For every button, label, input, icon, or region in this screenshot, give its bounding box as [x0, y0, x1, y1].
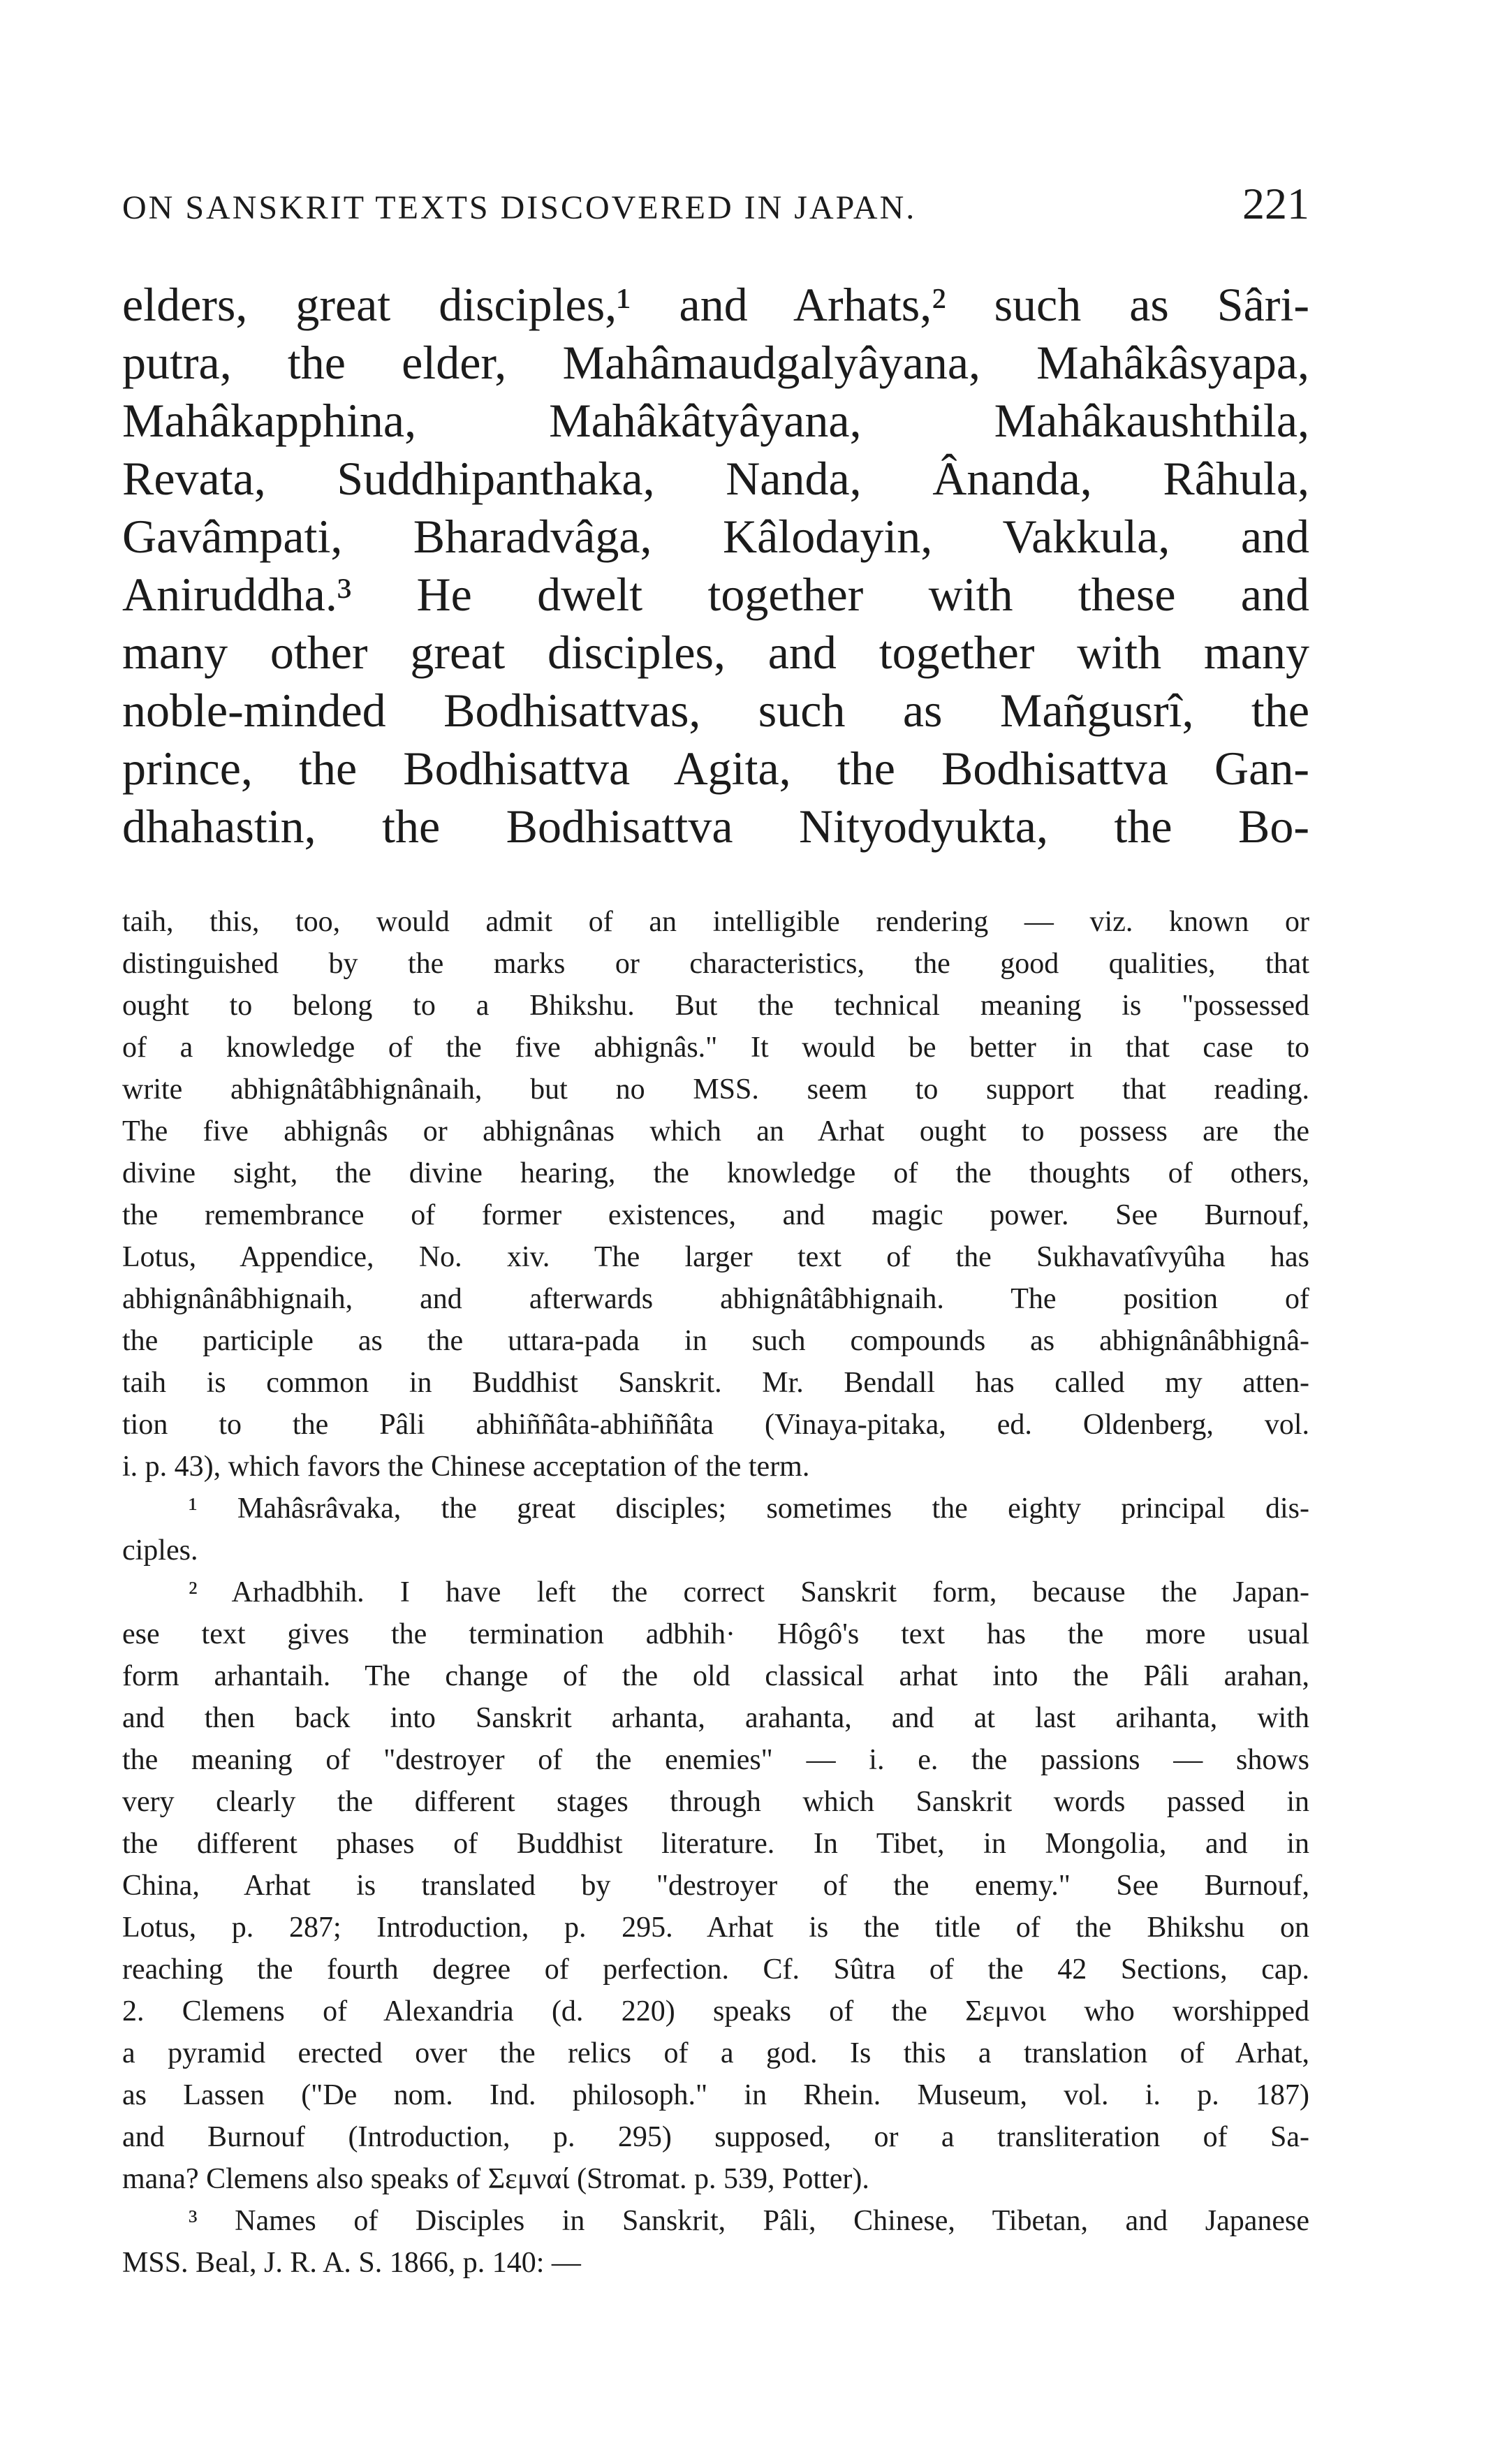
footnote-line: Lotus, p. 287; Introduction, p. 295. Arhat is the title of the Bhikshu on	[122, 1912, 1309, 1944]
body-line: many other great disciples, and together with many	[122, 626, 1309, 679]
footnote-line: form arhantaih. The change of the old classical arhat into the Pâli arahan,	[122, 1660, 1309, 1692]
footnote-line: very clearly the different stages through which Sanskrit words passed in	[122, 1786, 1309, 1818]
page-number: 221	[1242, 179, 1309, 228]
footnote-line: and then back into Sanskrit arhanta, arahanta, and at last arihanta, with	[122, 1702, 1309, 1734]
footnote-line: ciples.	[122, 1534, 198, 1567]
footnote-line: of a knowledge of the five abhignâs." It would be better in that case to	[122, 1032, 1309, 1064]
footnote-line: distinguished by the marks or characteristics, the good qualities, that	[122, 948, 1309, 980]
body-line: putra, the elder, Mahâmaudgalyâyana, Mahâkâsyapa,	[122, 336, 1309, 389]
main-paragraph	[122, 276, 1309, 856]
footnote-line: 2. Clemens of Alexandria (d. 220) speaks of the Σεμνοι who worshipped	[122, 1995, 1309, 2027]
footnote-line: ³ Names of Disciples in Sanskrit, Pâli, Chinese, Tibetan, and Japanese	[189, 2205, 1309, 2237]
footnote-line: MSS. Beal, J. R. A. S. 1866, p. 140: —	[122, 2247, 581, 2279]
footnote-line: mana? Clemens also speaks of Σεμναί (Stromat. p. 539, Potter).	[122, 2163, 869, 2195]
footnote-line: as Lassen ("De nom. Ind. philosoph." in Rhein. Museum, vol. i. p. 187)	[122, 2079, 1309, 2111]
body-line: Gavâmpati, Bharadvâga, Kâlodayin, Vakkula, and	[122, 510, 1309, 563]
page-header	[122, 178, 1309, 230]
body-line: Aniruddha.³ He dwelt together with these and	[122, 568, 1309, 621]
body-line: prince, the Bodhisattva Agita, the Bodhisattva Gan-	[122, 742, 1309, 795]
footnote-line: ² Arhadbhih. I have left the correct Sanskrit form, because the Japan-	[189, 1576, 1309, 1608]
footnote-line: ought to belong to a Bhikshu. But the technical meaning is "possessed	[122, 990, 1309, 1022]
footnote-continuation	[122, 901, 1309, 1488]
footnotes	[122, 901, 1309, 2284]
footnote-3	[122, 2200, 1309, 2284]
footnote-line: The five abhignâs or abhignânas which an Arhat ought to possess are the	[122, 1115, 1309, 1147]
footnote-line: a pyramid erected over the relics of a god. Is this a translation of Arhat,	[122, 2037, 1309, 2069]
footnote-line: the meaning of "destroyer of the enemies" — i. e. the passions — shows	[122, 1744, 1309, 1776]
footnote-line: abhignânâbhignaih, and afterwards abhignâtâbhignaih. The position of	[122, 1283, 1309, 1315]
footnote-line: tion to the Pâli abhiññâta-abhiññâta (Vinaya-pitaka, ed. Oldenberg, vol.	[122, 1409, 1309, 1441]
footnote-line: divine sight, the divine hearing, the knowledge of the thoughts of others,	[122, 1157, 1309, 1189]
running-head: ON SANSKRIT TEXTS DISCOVERED IN JAPAN.	[122, 189, 917, 226]
body-line: elders, great disciples,¹ and Arhats,² such as Sâri-	[122, 278, 1309, 331]
footnote-line: write abhignâtâbhignânaih, but no MSS. seem to support that reading.	[122, 1073, 1309, 1106]
footnote-line: taih, this, too, would admit of an intelligible rendering — viz. known or	[122, 906, 1309, 938]
footnote-line: the participle as the uttara-pada in such compounds as abhignânâbhignâ-	[122, 1325, 1309, 1357]
footnote-line: reaching the fourth degree of perfection. Cf. Sûtra of the 42 Sections, cap.	[122, 1953, 1309, 1986]
footnote-line: the remembrance of former existences, and magic power. See Burnouf,	[122, 1199, 1309, 1231]
body-line: Mahâkapphina, Mahâkâtyâyana, Mahâkaushthila,	[122, 394, 1309, 447]
footnote-line: China, Arhat is translated by "destroyer of the enemy." See Burnouf,	[122, 1870, 1309, 1902]
footnote-line: the different phases of Buddhist literature. In Tibet, in Mongolia, and in	[122, 1828, 1309, 1860]
footnote-line: ¹ Mahâsrâvaka, the great disciples; sometimes the eighty principal dis-	[189, 1493, 1309, 1525]
footnote-2	[122, 1571, 1309, 2200]
body-line: dhahastin, the Bodhisattva Nityodyukta, the Bo-	[122, 800, 1309, 853]
footnote-line: taih is common in Buddhist Sanskrit. Mr. Bendall has called my atten-	[122, 1367, 1309, 1399]
footnote-line: and Burnouf (Introduction, p. 295) supposed, or a transliteration of Sa-	[122, 2121, 1309, 2153]
body-line: noble-minded Bodhisattvas, such as Mañgusrî, the	[122, 684, 1309, 737]
footnote-line: ese text gives the termination adbhih· Hôgô's text has the more usual	[122, 1618, 1309, 1650]
body-line: Revata, Suddhipanthaka, Nanda, Ânanda, Râhula,	[122, 452, 1309, 505]
footnote-line: Lotus, Appendice, No. xiv. The larger text of the Sukhavatîvyûha has	[122, 1241, 1309, 1273]
footnote-1	[122, 1488, 1309, 1571]
footnote-line: i. p. 43), which favors the Chinese acceptation of the term.	[122, 1451, 810, 1483]
